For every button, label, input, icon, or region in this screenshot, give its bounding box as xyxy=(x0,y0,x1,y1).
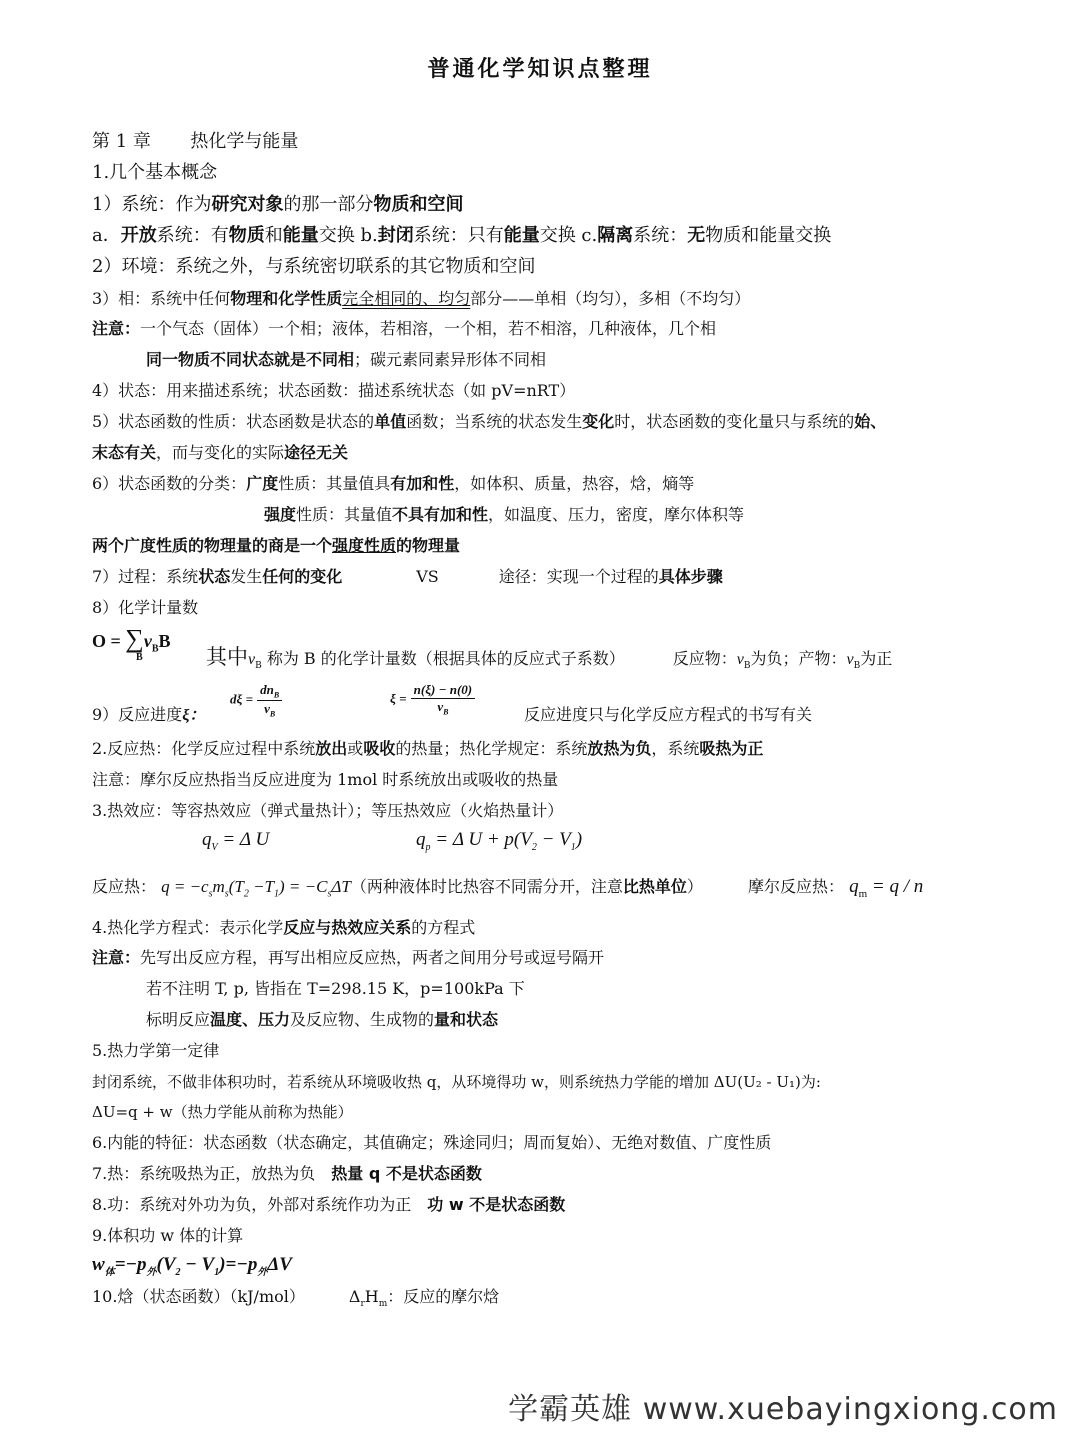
line-intensive: 强度性质：其量值不具有加和性，如温度、压力，密度，摩尔体积等 xyxy=(264,505,745,524)
chapter-name: 热化学与能量 xyxy=(190,131,299,152)
line-phase: 3）相：系统中任何物理和化学性质完全相同的、均匀部分——单相（均匀），多相（不均匀） xyxy=(92,289,751,308)
line-enthalpy: 10.焓（状态函数）（kJ/mol） $\Delta_rH_m$：反应的摩尔焓 xyxy=(92,1287,500,1310)
line-reaction-heat-formula: 反应热： $q = -c_sm_s(T_2 -T_1) = -C_s\Delta T$（两种液体时比热容不同需分开，注意比热单位） 摩尔反应热： $q_m = q / n$ xyxy=(92,876,924,900)
line-process: 7）过程：系统状态发生任何的变化 VS 途径：实现一个过程的具体步骤 xyxy=(92,567,723,586)
formula-qp: $q_p = \Delta$ $U + p(V_2 - V_1)$ xyxy=(416,829,583,853)
line-heat-effect: 3.热效应：等容热效应（弹式量热计）；等压热效应（火焰热量计） xyxy=(92,801,564,820)
line-system-types: a．开放系统：有物质和能量交换 b.封闭系统：只有能量交换 c.隔离系统：无物质和能量交换 xyxy=(92,225,832,246)
line-delta-u: ΔU=q + w（热力学能从前称为热能） xyxy=(92,1103,353,1121)
line-state: 4）状态：用来描述系统；状态函数：描述系统状态（如 pV=nRT） xyxy=(92,381,576,400)
line-heat: 7.热：系统吸热为正，放热为负 热量 q 不是状态函数 xyxy=(92,1164,482,1183)
chapter-heading xyxy=(92,131,298,153)
chapter-label: 第 1 章 xyxy=(92,131,151,152)
line-reaction-extent-label: 9）反应进度ξ： xyxy=(92,705,206,724)
line-note-phase: 注意：一个气态（固体）一个相；液体，若相溶，一个相，若不相溶，几种液体，几个相 xyxy=(92,319,717,338)
formula-dxi: dξ = $\frac{dn_B}{\nu_B}$ xyxy=(230,682,282,718)
stoich-sum-formula: $O = \sum\nu_BB$ B xyxy=(92,624,171,663)
section-basic-concepts: 1.几个基本概念 xyxy=(92,162,218,183)
line-system-def: 1）系统：作为研究对象的那一部分物质和空间 xyxy=(92,194,464,215)
line-note-phase-2: 同一物质不同状态就是不同相；碳元素同素异形体不同相 xyxy=(146,350,547,369)
line-volume-work: 9.体积功 w 体的计算 xyxy=(92,1226,244,1245)
line-note-molar-heat: 注意：摩尔反应热指当反应进度为 1mol 时系统放出或吸收的热量 xyxy=(92,770,559,789)
line-first-law-desc: 封闭系统，不做非体积功时，若系统从环境吸收热 q，从环境得功 w，则系统热力学能的增加 ΔU(U₂ - U₁)为: xyxy=(92,1073,821,1091)
line-reaction-extent-note: 反应进度只与化学反应方程式的书写有关 xyxy=(524,705,813,724)
line-mark-conditions: 标明反应温度、压力及反应物、生成物的量和状态 xyxy=(146,1010,499,1029)
line-work: 8.功：系统对外功为负，外部对系统作功为正 功 w 不是状态函数 xyxy=(92,1195,566,1214)
line-stoich-desc: 其中$\nu_B$ 称为 B 的化学计量数（根据具体的反应式子系数） 反应物：$\nu_B$为负；产物：$\nu_B$为正 xyxy=(206,645,893,672)
line-thermo-equation: 4.热化学方程式：表示化学反应与热效应关系的方程式 xyxy=(92,918,476,937)
page-title: 普通化学知识点整理 xyxy=(427,57,653,82)
line-state-function-property-2: 末态有关，而与变化的实际途径无关 xyxy=(92,443,349,462)
line-ratio-note: 两个广度性质的物理量的商是一个强度性质的物理量 xyxy=(92,536,461,555)
formula-volume-work: $w_体=-p_外(V_2 - V_1)=-p_外\Delta V$ xyxy=(92,1254,292,1278)
formula-xi: ξ = $\frac{n(\xi) - n(0)}{\nu_B}$ xyxy=(390,682,475,717)
line-reaction-heat: 2.反应热：化学反应过程中系统放出或吸收的热量；热化学规定：系统放热为负，系统吸热为正 xyxy=(92,739,764,758)
line-stoich-heading: 8）化学计量数 xyxy=(92,598,199,617)
line-note-equation: 注意：先写出反应方程，再写出相应反应热，两者之间用分号或逗号隔开 xyxy=(92,948,605,967)
line-standard-conditions: 若不注明 T, p, 皆指在 T=298.15 K，p=100kPa 下 xyxy=(146,979,525,998)
line-environment: 2）环境：系统之外，与系统密切联系的其它物质和空间 xyxy=(92,256,536,277)
line-extensive: 6）状态函数的分类：广度性质：其量值具有加和性，如体积、质量，热容，焓，熵等 xyxy=(92,474,695,493)
line-state-function-property: 5）状态函数的性质：状态函数是状态的单值函数；当系统的状态发生变化时，状态函数的变化量只与系统的始、 xyxy=(92,412,887,431)
site-watermark: 学霸英雄 www.xuebayingxiong.com xyxy=(508,1392,1058,1427)
formula-qv: $q_V = \Delta$ U xyxy=(202,829,270,853)
line-first-law: 5.热力学第一定律 xyxy=(92,1041,220,1060)
line-internal-energy: 6.内能的特征：状态函数（状态确定，其值确定；殊途同归；周而复始）、无绝对数值、广度性质 xyxy=(92,1133,772,1152)
